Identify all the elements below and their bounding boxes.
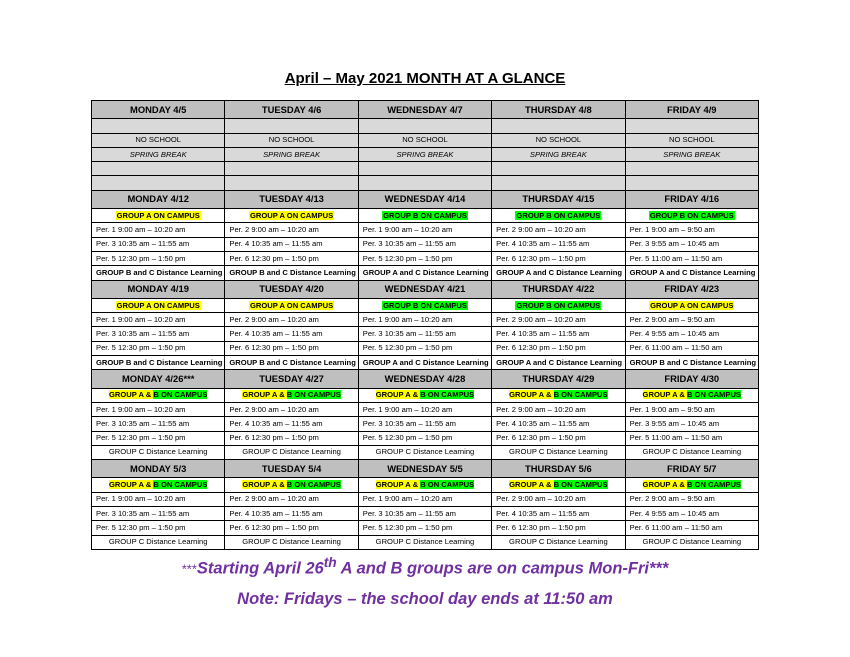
distance-learning-cell: GROUP C Distance Learning xyxy=(358,445,491,459)
period-cell: Per. 4 10:35 am – 11:55 am xyxy=(225,417,358,431)
day-header: TUESDAY 4/13 xyxy=(225,190,358,208)
period-cell: Per. 5 11:00 am – 11:50 am xyxy=(625,431,758,445)
empty-cell xyxy=(492,119,625,133)
day-header: FRIDAY 4/9 xyxy=(625,101,758,119)
group-b-label: B ON CAMPUS xyxy=(286,390,341,400)
day-header: THURSDAY 4/15 xyxy=(492,190,625,208)
group-label: GROUP B ON CAMPUS xyxy=(516,210,601,220)
day-header: FRIDAY 4/16 xyxy=(625,190,758,208)
group-cell xyxy=(625,209,758,223)
group-label: GROUP A ON CAMPUS xyxy=(249,300,334,310)
schedule-row-group xyxy=(92,298,759,312)
group-cell xyxy=(492,209,625,223)
period-cell: Per. 2 9:00 am – 10:20 am xyxy=(225,223,358,237)
period-cell: Per. 4 10:35 am – 11:55 am xyxy=(225,506,358,520)
period-cell: Per. 6 12:30 pm – 1:50 pm xyxy=(225,341,358,355)
period-cell: Per. 5 12:30 pm – 1:50 pm xyxy=(358,521,491,535)
group-label: GROUP A ON CAMPUS xyxy=(650,300,734,310)
empty-cell xyxy=(358,162,491,176)
period-cell: Per. 1 9:00 am – 10:20 am xyxy=(358,223,491,237)
schedule-row-distancec xyxy=(92,535,759,549)
day-header: FRIDAY 4/23 xyxy=(625,280,758,298)
distance-learning-cell: GROUP B and C Distance Learning xyxy=(225,356,358,370)
schedule-row-header xyxy=(92,460,759,478)
group-ab-cell xyxy=(225,478,358,492)
period-cell: Per. 4 10:35 am – 11:55 am xyxy=(492,506,625,520)
empty-cell xyxy=(92,176,225,190)
distance-learning-cell: GROUP C Distance Learning xyxy=(358,535,491,549)
day-header: FRIDAY 4/30 xyxy=(625,370,758,388)
schedule-row-blank xyxy=(92,176,759,190)
period-cell: Per. 2 9:00 am – 10:20 am xyxy=(225,402,358,416)
schedule-row-period xyxy=(92,251,759,265)
empty-cell xyxy=(625,162,758,176)
schedule-row-distance xyxy=(92,266,759,280)
empty-cell xyxy=(492,176,625,190)
schedule-row-blank xyxy=(92,162,759,176)
distance-learning-cell: GROUP C Distance Learning xyxy=(492,445,625,459)
no-school-cell: NO SCHOOL xyxy=(625,133,758,147)
note-main: Starting April 26 xyxy=(196,559,324,578)
group-ab-cell xyxy=(358,388,491,402)
distance-learning-cell: GROUP C Distance Learning xyxy=(625,535,758,549)
period-cell: Per. 1 9:00 am – 10:20 am xyxy=(358,402,491,416)
spring-break-cell: SPRING BREAK xyxy=(358,147,491,161)
group-ab-cell xyxy=(625,478,758,492)
schedule-row-groupab xyxy=(92,478,759,492)
distance-learning-cell: GROUP C Distance Learning xyxy=(492,535,625,549)
day-header: THURSDAY 4/29 xyxy=(492,370,625,388)
group-ab-cell xyxy=(92,388,225,402)
period-cell: Per. 2 9:00 am – 9:50 am xyxy=(625,313,758,327)
group-label: GROUP B ON CAMPUS xyxy=(383,300,467,310)
group-a-label: GROUP A & xyxy=(642,480,687,490)
schedule-row-period xyxy=(92,327,759,341)
distance-learning-cell: GROUP B and C Distance Learning xyxy=(92,356,225,370)
day-header: FRIDAY 5/7 xyxy=(625,460,758,478)
period-cell: Per. 1 9:00 am – 10:20 am xyxy=(92,313,225,327)
period-cell: Per. 1 9:00 am – 9:50 am xyxy=(625,223,758,237)
group-label: GROUP B ON CAMPUS xyxy=(649,210,734,220)
schedule-row-noschool xyxy=(92,133,759,147)
distance-learning-cell: GROUP A and C Distance Learning xyxy=(358,356,491,370)
empty-cell xyxy=(492,162,625,176)
distance-learning-cell: GROUP A and C Distance Learning xyxy=(492,356,625,370)
period-cell: Per. 2 9:00 am – 9:50 am xyxy=(625,492,758,506)
spring-break-cell: SPRING BREAK xyxy=(92,147,225,161)
group-b-label: B ON CAMPUS xyxy=(553,390,608,400)
group-ab-cell xyxy=(225,388,358,402)
schedule-row-blank xyxy=(92,119,759,133)
note-sup: th xyxy=(323,555,337,570)
schedule-row-distancec xyxy=(92,445,759,459)
group-a-label: GROUP A & xyxy=(642,390,687,400)
period-cell: Per. 6 11:00 am – 11:50 am xyxy=(625,521,758,535)
period-cell: Per. 6 12:30 pm – 1:50 pm xyxy=(225,251,358,265)
day-header: WEDNESDAY 4/14 xyxy=(358,190,491,208)
empty-cell xyxy=(92,162,225,176)
empty-cell xyxy=(625,119,758,133)
group-a-label: GROUP A & xyxy=(509,480,554,490)
period-cell: Per. 3 10:35 am – 11:55 am xyxy=(358,417,491,431)
day-header: THURSDAY 4/8 xyxy=(492,101,625,119)
period-cell: Per. 3 9:55 am – 10:45 am xyxy=(625,237,758,251)
day-header: THURSDAY 5/6 xyxy=(492,460,625,478)
period-cell: Per. 3 10:35 am – 11:55 am xyxy=(358,237,491,251)
schedule-row-header xyxy=(92,190,759,208)
group-ab-cell xyxy=(492,388,625,402)
period-cell: Per. 4 9:55 am – 10:45 am xyxy=(625,506,758,520)
period-cell: Per. 5 12:30 pm – 1:50 pm xyxy=(92,251,225,265)
day-header: WEDNESDAY 4/28 xyxy=(358,370,491,388)
day-header: WEDNESDAY 4/21 xyxy=(358,280,491,298)
period-cell: Per. 3 10:35 am – 11:55 am xyxy=(358,506,491,520)
schedule-row-header xyxy=(92,280,759,298)
day-header: TUESDAY 5/4 xyxy=(225,460,358,478)
empty-cell xyxy=(92,119,225,133)
period-cell: Per. 4 10:35 am – 11:55 am xyxy=(492,327,625,341)
empty-cell xyxy=(225,162,358,176)
period-cell: Per. 3 10:35 am – 11:55 am xyxy=(92,417,225,431)
distance-learning-cell: GROUP A and C Distance Learning xyxy=(625,266,758,280)
spring-break-cell: SPRING BREAK xyxy=(625,147,758,161)
group-a-label: GROUP A & xyxy=(509,390,554,400)
period-cell: Per. 1 9:00 am – 10:20 am xyxy=(92,492,225,506)
period-cell: Per. 2 9:00 am – 10:20 am xyxy=(492,313,625,327)
schedule-row-period xyxy=(92,492,759,506)
schedule-row-break xyxy=(92,147,759,161)
period-cell: Per. 5 12:30 pm – 1:50 pm xyxy=(358,341,491,355)
period-cell: Per. 5 12:30 pm – 1:50 pm xyxy=(358,251,491,265)
schedule-table xyxy=(91,100,759,550)
group-b-label: B ON CAMPUS xyxy=(420,480,475,490)
day-header: MONDAY 4/12 xyxy=(92,190,225,208)
period-cell: Per. 3 10:35 am – 11:55 am xyxy=(92,506,225,520)
period-cell: Per. 3 10:35 am – 11:55 am xyxy=(358,327,491,341)
note-hybrid-start xyxy=(0,555,850,579)
period-cell: Per. 5 12:30 pm – 1:50 pm xyxy=(358,431,491,445)
group-a-label: GROUP A & xyxy=(242,480,287,490)
group-cell xyxy=(92,209,225,223)
period-cell: Per. 5 12:30 pm – 1:50 pm xyxy=(92,521,225,535)
period-cell: Per. 3 10:35 am – 11:55 am xyxy=(92,327,225,341)
schedule-row-period xyxy=(92,341,759,355)
period-cell: Per. 1 9:00 am – 10:20 am xyxy=(358,492,491,506)
period-cell: Per. 4 10:35 am – 11:55 am xyxy=(492,417,625,431)
day-header: MONDAY 4/26*** xyxy=(92,370,225,388)
day-header: THURSDAY 4/22 xyxy=(492,280,625,298)
period-cell: Per. 2 9:00 am – 10:20 am xyxy=(492,223,625,237)
note-rest: A and B groups are on campus Mon-Fri*** xyxy=(336,559,669,578)
distance-learning-cell: GROUP C Distance Learning xyxy=(225,445,358,459)
period-cell: Per. 6 12:30 pm – 1:50 pm xyxy=(492,521,625,535)
note-fridays: Note: Fridays – the school day ends at 11:50 am xyxy=(237,590,613,608)
period-cell: Per. 4 10:35 am – 11:55 am xyxy=(492,237,625,251)
distance-learning-cell: GROUP B and C Distance Learning xyxy=(625,356,758,370)
period-cell: Per. 6 12:30 pm – 1:50 pm xyxy=(492,341,625,355)
group-cell xyxy=(225,298,358,312)
period-cell: Per. 2 9:00 am – 10:20 am xyxy=(492,402,625,416)
group-cell xyxy=(225,209,358,223)
group-b-label: B ON CAMPUS xyxy=(420,390,475,400)
group-b-label: B ON CAMPUS xyxy=(153,480,208,490)
period-cell: Per. 3 9:55 am – 10:45 am xyxy=(625,417,758,431)
schedule-row-header xyxy=(92,101,759,119)
period-cell: Per. 4 10:35 am – 11:55 am xyxy=(225,237,358,251)
schedule-row-period xyxy=(92,417,759,431)
group-b-label: B ON CAMPUS xyxy=(553,480,608,490)
period-cell: Per. 2 9:00 am – 10:20 am xyxy=(225,313,358,327)
day-header: MONDAY 4/19 xyxy=(92,280,225,298)
period-cell: Per. 1 9:00 am – 9:50 am xyxy=(625,402,758,416)
spring-break-cell: SPRING BREAK xyxy=(225,147,358,161)
schedule-row-period xyxy=(92,313,759,327)
group-cell xyxy=(358,209,491,223)
schedule-row-period xyxy=(92,506,759,520)
group-cell xyxy=(358,298,491,312)
period-cell: Per. 4 10:35 am – 11:55 am xyxy=(225,327,358,341)
day-header: MONDAY 4/5 xyxy=(92,101,225,119)
group-label: GROUP B ON CAMPUS xyxy=(516,300,601,310)
group-b-label: B ON CAMPUS xyxy=(153,390,208,400)
schedule-row-group xyxy=(92,209,759,223)
period-cell: Per. 5 12:30 pm – 1:50 pm xyxy=(92,431,225,445)
group-a-label: GROUP A & xyxy=(108,390,154,400)
schedule-row-distance xyxy=(92,356,759,370)
period-cell: Per. 6 12:30 pm – 1:50 pm xyxy=(492,431,625,445)
no-school-cell: NO SCHOOL xyxy=(358,133,491,147)
distance-learning-cell: GROUP C Distance Learning xyxy=(92,445,225,459)
group-b-label: B ON CAMPUS xyxy=(286,480,341,490)
group-label: GROUP B ON CAMPUS xyxy=(383,210,467,220)
period-cell: Per. 5 12:30 pm – 1:50 pm xyxy=(92,341,225,355)
schedule-row-period xyxy=(92,521,759,535)
schedule-row-period xyxy=(92,402,759,416)
schedule-row-header xyxy=(92,370,759,388)
empty-cell xyxy=(225,119,358,133)
group-a-label: GROUP A & xyxy=(242,390,287,400)
period-cell: Per. 6 11:00 am – 11:50 am xyxy=(625,341,758,355)
schedule-row-groupab xyxy=(92,388,759,402)
distance-learning-cell: GROUP A and C Distance Learning xyxy=(492,266,625,280)
no-school-cell: NO SCHOOL xyxy=(225,133,358,147)
day-header: TUESDAY 4/20 xyxy=(225,280,358,298)
group-b-label: B ON CAMPUS xyxy=(687,480,742,490)
distance-learning-cell: GROUP C Distance Learning xyxy=(625,445,758,459)
group-label: GROUP A ON CAMPUS xyxy=(116,300,200,310)
group-label: GROUP A ON CAMPUS xyxy=(249,210,334,220)
day-header: TUESDAY 4/27 xyxy=(225,370,358,388)
spring-break-cell: SPRING BREAK xyxy=(492,147,625,161)
period-cell: Per. 1 9:00 am – 10:20 am xyxy=(92,402,225,416)
empty-cell xyxy=(358,176,491,190)
group-a-label: GROUP A & xyxy=(375,390,421,400)
no-school-cell: NO SCHOOL xyxy=(492,133,625,147)
schedule-row-period xyxy=(92,431,759,445)
period-cell: Per. 2 9:00 am – 10:20 am xyxy=(225,492,358,506)
group-ab-cell xyxy=(92,478,225,492)
group-ab-cell xyxy=(492,478,625,492)
group-label: GROUP A ON CAMPUS xyxy=(116,210,200,220)
period-cell: Per. 5 11:00 am – 11:50 am xyxy=(625,251,758,265)
note-stars: *** xyxy=(181,561,197,577)
distance-learning-cell: GROUP B and C Distance Learning xyxy=(92,266,225,280)
empty-cell xyxy=(225,176,358,190)
schedule-row-period xyxy=(92,237,759,251)
period-cell: Per. 1 9:00 am – 10:20 am xyxy=(358,313,491,327)
group-cell xyxy=(625,298,758,312)
group-cell xyxy=(492,298,625,312)
day-header: MONDAY 5/3 xyxy=(92,460,225,478)
group-ab-cell xyxy=(358,478,491,492)
period-cell: Per. 6 12:30 pm – 1:50 pm xyxy=(225,431,358,445)
empty-cell xyxy=(625,176,758,190)
group-cell xyxy=(92,298,225,312)
day-header: TUESDAY 4/6 xyxy=(225,101,358,119)
group-ab-cell xyxy=(625,388,758,402)
group-b-label: B ON CAMPUS xyxy=(687,390,742,400)
distance-learning-cell: GROUP C Distance Learning xyxy=(92,535,225,549)
distance-learning-cell: GROUP C Distance Learning xyxy=(225,535,358,549)
schedule-body xyxy=(92,101,759,550)
distance-learning-cell: GROUP A and C Distance Learning xyxy=(358,266,491,280)
empty-cell xyxy=(358,119,491,133)
no-school-cell: NO SCHOOL xyxy=(92,133,225,147)
distance-learning-cell: GROUP B and C Distance Learning xyxy=(225,266,358,280)
period-cell: Per. 6 12:30 pm – 1:50 pm xyxy=(492,251,625,265)
period-cell: Per. 6 12:30 pm – 1:50 pm xyxy=(225,521,358,535)
group-a-label: GROUP A & xyxy=(375,480,421,490)
day-header: WEDNESDAY 4/7 xyxy=(358,101,491,119)
period-cell: Per. 3 10:35 am – 11:55 am xyxy=(92,237,225,251)
period-cell: Per. 4 9:55 am – 10:45 am xyxy=(625,327,758,341)
group-a-label: GROUP A & xyxy=(108,480,154,490)
schedule-row-period xyxy=(92,223,759,237)
page-title: April – May 2021 MONTH AT A GLANCE xyxy=(284,70,566,87)
day-header: WEDNESDAY 5/5 xyxy=(358,460,491,478)
period-cell: Per. 2 9:00 am – 10:20 am xyxy=(492,492,625,506)
period-cell: Per. 1 9:00 am – 10:20 am xyxy=(92,223,225,237)
